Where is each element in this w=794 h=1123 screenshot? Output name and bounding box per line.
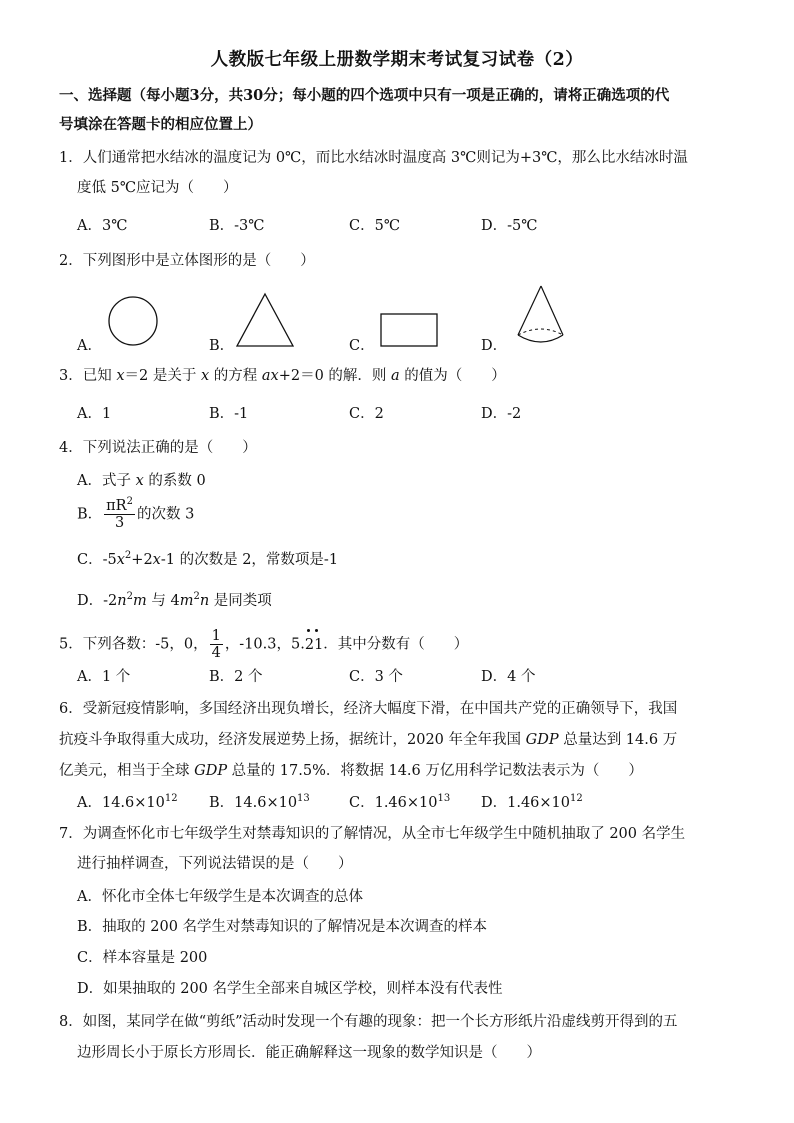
q4-option-d[interactable]: D．$-2n^2m$ 与 $4m^2n$ 是同类项 bbox=[77, 591, 272, 609]
q2-option-d[interactable]: D． bbox=[481, 338, 508, 354]
q7-stem-line2: 进行抽样调查，下列说法错误的是（ ） bbox=[77, 856, 353, 872]
repeating-decimal: 21 bbox=[305, 635, 323, 655]
q1-option-c[interactable]: C．5℃ bbox=[349, 218, 401, 234]
q7-stem-line1: 7．为调查怀化市七年级学生对禁毒知识的了解情况，从全市七年级学生中随机抽取了 200 名学生 bbox=[59, 826, 686, 842]
triangle-figure bbox=[236, 293, 296, 349]
pi-r-squared-fraction: $\frac{\pi R^2}{3}$ bbox=[106, 496, 133, 531]
q3-option-c[interactable]: C．2 bbox=[349, 406, 384, 422]
q3-option-d[interactable]: D．-2 bbox=[481, 406, 522, 422]
q1-stem-line1: 1．人们通常把水结冰的温度记为 0℃，而比水结冰时温度高 3℃则记为+3℃，那么比水结冰时温 bbox=[59, 150, 688, 166]
q2-stem: 2．下列图形中是立体图形的是（ ） bbox=[59, 253, 315, 269]
q6-option-a[interactable]: A．$14.6\times 10^{12}$ bbox=[77, 793, 178, 811]
q5-option-b[interactable]: B．2 个 bbox=[209, 669, 263, 685]
q6-stem-line1: 6．受新冠疫情影响，多国经济出现负增长，经济大幅度下滑，在中国共产党的正确领导下，我国 bbox=[59, 701, 678, 717]
q1-option-b[interactable]: B．-3℃ bbox=[209, 218, 265, 234]
q4-option-a[interactable]: A．式子 x 的系数 0 bbox=[77, 473, 206, 489]
q1-option-d[interactable]: D．-5℃ bbox=[481, 218, 538, 234]
q6-option-d[interactable]: D．$1.46\times 10^{12}$ bbox=[481, 793, 583, 811]
q3-stem: 3．已知 x＝2 是关于 x 的方程 ax+2＝0 的解．则 a 的值为（ ） bbox=[59, 368, 506, 384]
q7-option-c[interactable]: C．样本容量是 200 bbox=[77, 950, 208, 966]
q6-stem-line3: 亿美元，相当于全球 GDP 总量的 17.5%．将数据 14.6 万亿用科学记数法表示为（ ） bbox=[59, 763, 643, 779]
q8-stem-line2: 边形周长小于原长方形周长．能正确解释这一现象的数学知识是（ ） bbox=[77, 1045, 541, 1061]
q7-option-b[interactable]: B．抽取的 200 名学生对禁毒知识的了解情况是本次调查的样本 bbox=[77, 919, 488, 935]
q4-option-c[interactable]: C．$-5x^2+2x-1$ 的次数是 2，常数项是-1 bbox=[77, 550, 339, 568]
q2-option-a[interactable]: A． bbox=[77, 338, 102, 354]
section-heading-line1: 一、选择题（每小题3分，共30分；每小题的四个选项中只有一项是正确的，请将正确选项的代 bbox=[59, 87, 670, 104]
q2-option-b[interactable]: B． bbox=[209, 338, 235, 354]
q4-option-b[interactable]: B． $\frac{\pi R^2}{3}$ 的次数 3 bbox=[77, 496, 195, 531]
q6-option-b[interactable]: B．$14.6\times 10^{13}$ bbox=[209, 793, 310, 811]
q5-option-d[interactable]: D．4 个 bbox=[481, 669, 536, 685]
q8-stem-line1: 8．如图，某同学在做“剪纸”活动时发现一个有趣的现象：把一个长方形纸片沿虚线剪开得到的五 bbox=[59, 1014, 678, 1030]
section-heading-line2: 号填涂在答题卡的相应位置上） bbox=[59, 116, 262, 133]
cone-figure bbox=[516, 285, 566, 351]
q4-stem: 4．下列说法正确的是（ ） bbox=[59, 440, 257, 456]
rectangle-figure bbox=[380, 313, 440, 349]
q6-option-c[interactable]: C．$1.46\times 10^{13}$ bbox=[349, 793, 451, 811]
one-quarter-fraction: $\frac{1}{4}$ bbox=[211, 628, 221, 661]
q3-option-b[interactable]: B．-1 bbox=[209, 406, 249, 422]
page-title: 人教版七年级上册数学期末考试复习试卷（2） bbox=[210, 50, 584, 70]
q1-stem-line2: 度低 5℃应记为（ ） bbox=[77, 180, 238, 196]
q5-option-a[interactable]: A．1 个 bbox=[77, 669, 131, 685]
q5-stem: 5．下列各数：-5，0， $\frac{1}{4}$ ，-10.3，5. 21．其中分数有（ ） bbox=[59, 628, 469, 661]
q6-stem-line2: 抗疫斗争取得重大成功，经济发展逆势上扬，据统计，2020 年全年我国 GDP 总量达到 14.6 万 bbox=[59, 732, 678, 748]
q5-option-c[interactable]: C．3 个 bbox=[349, 669, 403, 685]
q3-option-a[interactable]: A．1 bbox=[77, 406, 112, 422]
q7-option-a[interactable]: A．怀化市全体七年级学生是本次调查的总体 bbox=[77, 889, 363, 905]
q7-option-d[interactable]: D．如果抽取的 200 名学生全部来自城区学校，则样本没有代表性 bbox=[77, 981, 503, 997]
circle-figure bbox=[108, 296, 160, 348]
q1-option-a[interactable]: A．3℃ bbox=[77, 218, 128, 234]
q2-option-c[interactable]: C． bbox=[349, 338, 375, 354]
